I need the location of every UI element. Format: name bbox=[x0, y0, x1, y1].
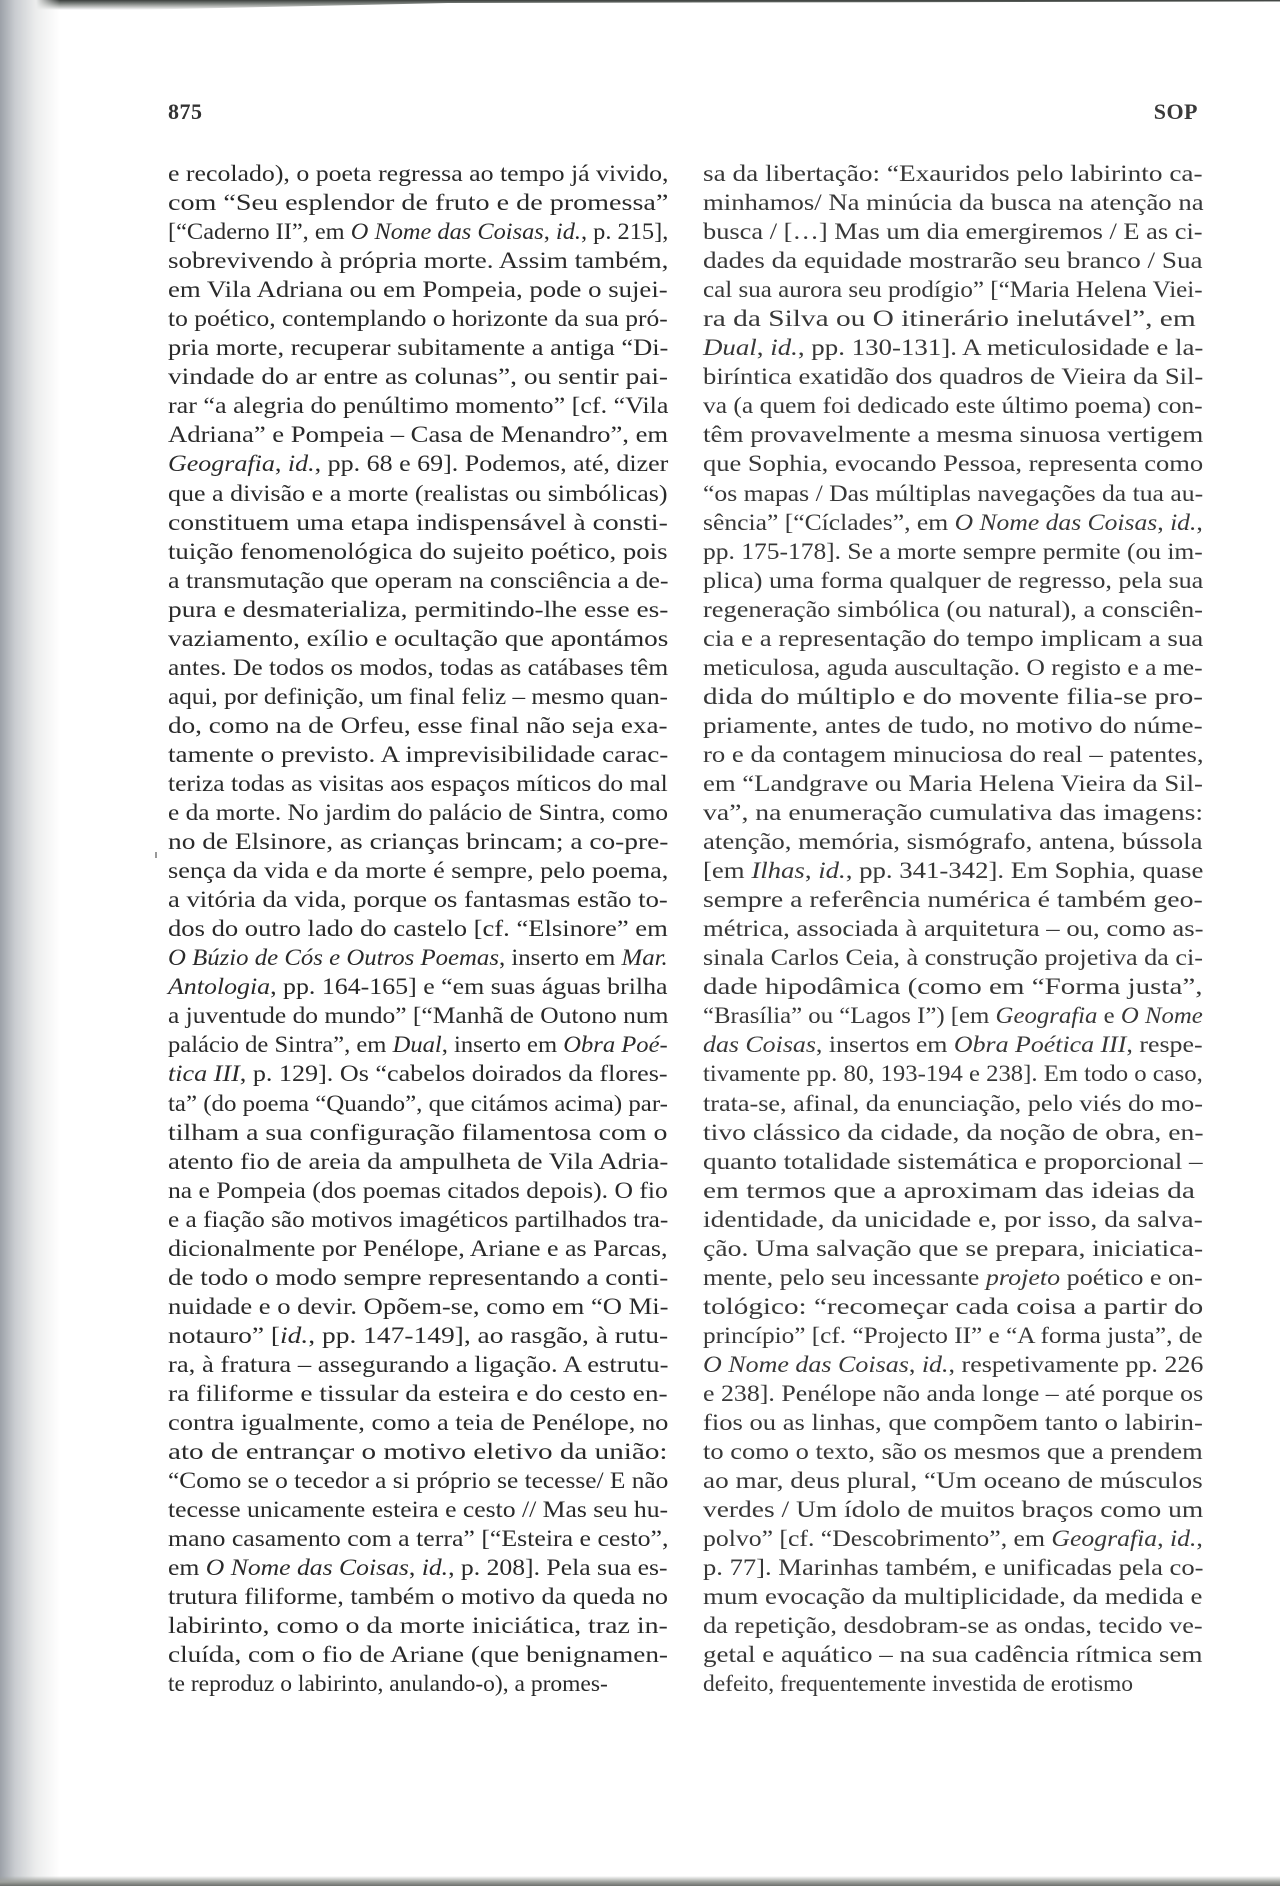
text-line: cal sua aurora seu prodígio” [“Maria Helena Viei- bbox=[703, 277, 1203, 304]
text-line: e recolado), o poeta regressa ao tempo já vivido, bbox=[168, 161, 669, 187]
text-line: tivo clássico da cidade, da noção de obra, en- bbox=[703, 1119, 1204, 1146]
text-line: O Nome das Coisas, id., respetivamente pp. 226 bbox=[703, 1351, 1204, 1378]
text-line: identidade, da unicidade e, por isso, da salva- bbox=[703, 1206, 1203, 1233]
text-line: verdes / Um ídolo de muitos braços como um bbox=[703, 1497, 1204, 1524]
text-line: e a fiação são motivos imagéticos partilhados tra- bbox=[168, 1206, 669, 1233]
text-line: Adriana” e Pompeia – Casa de Menandro”, em bbox=[168, 422, 669, 449]
text-line: têm provavelmente a mesma sinuosa vertigem bbox=[703, 422, 1204, 449]
text-line: ro e da contagem minuciosa do real – patentes, bbox=[703, 741, 1204, 768]
text-line: rar “a alegria do penúltimo momento” [cf. “Vila bbox=[168, 393, 669, 420]
text-line: ção. Uma salvação que se prepara, iniciatica- bbox=[703, 1235, 1204, 1262]
text-line: e 238]. Penélope não anda longe – até porque os bbox=[703, 1380, 1204, 1407]
text-line: tecesse unicamente esteira e cesto // Mas seu hu- bbox=[168, 1497, 669, 1524]
text-line: antes. De todos os modos, todas as catábases têm bbox=[168, 654, 669, 681]
text-line: polvo” [cf. “Descobrimento”, em Geografia, id., bbox=[703, 1526, 1203, 1553]
text-line: princípio” [cf. “Projecto II” e “A forma justa”, de bbox=[703, 1322, 1203, 1349]
text-line: te reproduz o labirinto, anulando-o), a promes- bbox=[168, 1671, 608, 1698]
text-line: constituem uma etapa indispensável à consti- bbox=[168, 509, 668, 536]
text-line: em O Nome das Coisas, id., p. 208]. Pela sua es- bbox=[168, 1555, 668, 1582]
text-line: palácio de Sintra”, em Dual, inserto em Obra Poé- bbox=[168, 1032, 668, 1059]
text-line: a vitória da vida, porque os fantasmas estão to- bbox=[168, 887, 668, 914]
text-line: dos do outro lado do castelo [cf. “Elsinore” em bbox=[168, 916, 668, 943]
running-head-section: SOP bbox=[1153, 99, 1198, 124]
text-line: do, como na de Orfeu, esse final não seja exa- bbox=[168, 712, 668, 739]
text-line: das Coisas, insertos em Obra Poética III, respe- bbox=[703, 1032, 1203, 1059]
scan-gutter-shadow bbox=[0, 0, 60, 1886]
text-line: sinala Carlos Ceia, à construção projetiva da ci- bbox=[703, 945, 1203, 972]
text-line: dades da equidade mostrarão seu branco / Sua bbox=[703, 248, 1203, 275]
text-line: trutura filiforme, também o motivo da queda no bbox=[168, 1584, 669, 1611]
text-line: to poético, contemplando o horizonte da sua pró- bbox=[168, 306, 668, 333]
text-line: “Brasília” ou “Lagos I”) [em Geografia e O Nome bbox=[703, 1003, 1203, 1030]
text-line: trata-se, afinal, da enunciação, pelo viés do mo- bbox=[703, 1090, 1203, 1117]
text-line: com “Seu esplendor de fruto e de promessa” bbox=[168, 190, 669, 217]
text-line: ra da Silva ou O itinerário inelutável”, em bbox=[703, 306, 1196, 333]
scan-top-edge-shadow bbox=[0, 0, 1280, 10]
text-line: ra filiforme e tissular da esteira e do cesto en- bbox=[168, 1380, 668, 1407]
text-line: meticulosa, aguda auscultação. O registo e a me- bbox=[703, 654, 1203, 681]
text-line: sa da libertação: “Exauridos pelo labirinto ca- bbox=[703, 161, 1203, 187]
text-line: sência” [“Cíclades”, em O Nome das Coisas, id., bbox=[703, 509, 1203, 536]
text-line: “os mapas / Das múltiplas navegações da tua au- bbox=[703, 480, 1204, 507]
text-line: na e Pompeia (dos poemas citados depois). O fio bbox=[168, 1177, 668, 1204]
scan-bottom-edge-shadow bbox=[0, 1876, 1280, 1886]
text-line: mum evocação da multiplicidade, da medida e bbox=[703, 1584, 1203, 1611]
text-line: busca / […] Mas um dia emergiremos / E as ci- bbox=[703, 219, 1203, 246]
text-line: va”, na enumeração cumulativa das imagens: bbox=[703, 800, 1204, 827]
text-line: ao mar, deus plural, “Um oceano de músculos bbox=[703, 1468, 1203, 1495]
stray-scan-mark bbox=[155, 852, 157, 858]
text-line: labirinto, como o da morte iniciática, traz in- bbox=[168, 1613, 668, 1640]
text-line: que Sophia, evocando Pessoa, representa como bbox=[703, 451, 1204, 478]
text-line: sença da vida e da morte é sempre, pelo poema, bbox=[168, 858, 669, 885]
text-line: dicionalmente por Penélope, Ariane e as Parcas, bbox=[168, 1235, 668, 1262]
page-number: 875 bbox=[168, 99, 203, 124]
text-line: Dual, id., pp. 130-131]. A meticulosidade e la- bbox=[703, 335, 1204, 362]
text-line: teriza todas as visitas aos espaços míticos do mal bbox=[168, 770, 668, 797]
text-line: [em Ilhas, id., pp. 341-342]. Em Sophia, quase bbox=[703, 858, 1204, 885]
text-line: contra igualmente, como a teia de Penélope, no bbox=[168, 1410, 669, 1437]
text-line: atenção, memória, sismógrafo, antena, bússola bbox=[703, 829, 1203, 856]
text-line: Antologia, pp. 164-165] e “em suas águas brilha bbox=[168, 974, 668, 1001]
left-text-column bbox=[168, 160, 668, 1699]
text-line: pp. 175-178]. Se a morte sempre permite (ou im- bbox=[703, 538, 1203, 565]
text-line: Geografia, id., pp. 68 e 69]. Podemos, até, dizer bbox=[168, 451, 669, 478]
text-line: e da morte. No jardim do palácio de Sintra, como bbox=[168, 800, 669, 827]
text-line: da repetição, desdobram-se as ondas, tecido ve- bbox=[703, 1613, 1203, 1640]
text-line: vindade do ar entre as colunas”, ou sentir pai- bbox=[168, 364, 669, 391]
text-line: aqui, por definição, um final feliz – mesmo quan- bbox=[168, 683, 668, 710]
text-line: mano casamento com a terra” [“Esteira e cesto”, bbox=[168, 1526, 669, 1553]
text-line: p. 77]. Marinhas também, e unificadas pela co- bbox=[703, 1555, 1204, 1582]
text-line: em “Landgrave ou Maria Helena Vieira da Sil- bbox=[703, 770, 1203, 797]
text-line: tamente o previsto. A imprevisibilidade carac- bbox=[168, 741, 669, 768]
text-line: métrica, associada à arquitetura – ou, como as- bbox=[703, 916, 1204, 943]
text-line: no de Elsinore, as crianças brincam; a co-pre- bbox=[168, 829, 669, 856]
text-line: em termos que a aproximam das ideias da bbox=[703, 1177, 1195, 1204]
text-line: de todo o modo sempre representando a conti- bbox=[168, 1264, 669, 1291]
text-line: tológico: “recomeçar cada coisa a partir do bbox=[703, 1293, 1204, 1320]
text-line: vaziamento, exílio e ocultação que apontámos bbox=[168, 625, 669, 652]
text-line: mente, pelo seu incessante projeto poético e on- bbox=[703, 1264, 1203, 1291]
text-line: “Como se o tecedor a si próprio se tecesse/ E não bbox=[168, 1468, 669, 1495]
text-line: priamente, antes de tudo, no motivo do núme- bbox=[703, 712, 1203, 739]
text-line: va (a quem foi dedicado este último poema) con- bbox=[703, 393, 1203, 420]
text-line: tilham a sua configuração filamentosa com o bbox=[168, 1119, 668, 1146]
text-line: ato de entrançar o motivo eletivo da união: bbox=[168, 1439, 668, 1466]
text-line: tivamente pp. 80, 193-194 e 238]. Em todo o caso, bbox=[703, 1061, 1203, 1088]
text-line: nuidade e o devir. Opõem-se, como em “O Mi- bbox=[168, 1293, 669, 1320]
text-line: ta” (do poema “Quando”, que citámos acima) par- bbox=[168, 1090, 668, 1117]
text-line: dade hipodâmica (como em “Forma justa”, bbox=[703, 974, 1203, 1001]
text-line: sobrevivendo à própria morte. Assim também, bbox=[168, 248, 669, 275]
text-line: cluída, com o fio de Ariane (que benignamen- bbox=[168, 1642, 668, 1669]
text-line: pria morte, recuperar subitamente a antiga “Di- bbox=[168, 335, 669, 362]
text-line: que a divisão e a morte (realistas ou simbólicas) bbox=[168, 480, 668, 507]
text-line: em Vila Adriana ou em Pompeia, pode o sujei- bbox=[168, 277, 668, 304]
text-line: fios ou as linhas, que compõem tanto o labirin- bbox=[703, 1410, 1203, 1437]
text-line: minhamos/ Na minúcia da busca na atenção na bbox=[703, 190, 1204, 217]
text-line: a transmutação que operam na consciência a de- bbox=[168, 567, 669, 594]
text-line: cia e a representação do tempo implicam a sua bbox=[703, 625, 1204, 652]
text-line: pura e desmaterializa, permitindo-lhe esse es- bbox=[168, 596, 669, 623]
text-line: quanto totalidade sistemática e proporcional – bbox=[703, 1148, 1203, 1175]
text-line: notauro” [id., pp. 147-149], ao rasgão, à rutu- bbox=[168, 1322, 669, 1349]
text-line: sempre a referência numérica é também geo- bbox=[703, 887, 1203, 914]
text-line: to como o texto, são os mesmos que a prendem bbox=[703, 1439, 1203, 1466]
text-line: [“Caderno II”, em O Nome das Coisas, id., p. 215], bbox=[168, 219, 669, 246]
text-line: regeneração simbólica (ou natural), a consciên- bbox=[703, 596, 1203, 623]
text-line: O Búzio de Cós e Outros Poemas, inserto em Mar. bbox=[168, 945, 668, 972]
text-line: plica) uma forma qualquer de regresso, pela sua bbox=[703, 567, 1204, 594]
text-line: defeito, frequentemente investida de erotismo bbox=[703, 1671, 1134, 1698]
text-line: tuição fenomenológica do sujeito poético, pois bbox=[168, 538, 668, 565]
right-text-column bbox=[703, 160, 1203, 1699]
text-line: biríntica exatidão dos quadros de Vieira da Sil- bbox=[703, 364, 1204, 391]
text-line: a juventude do mundo” [“Manhã de Outono num bbox=[168, 1003, 669, 1030]
text-line: tica III, p. 129]. Os “cabelos doirados da flores- bbox=[168, 1061, 668, 1088]
text-line: atento fio de areia da ampulheta de Vila Adria- bbox=[168, 1148, 669, 1175]
text-line: ra, à fratura – assegurando a ligação. A estrutu- bbox=[168, 1351, 669, 1378]
text-line: dida do múltiplo e do movente filia-se pro- bbox=[703, 683, 1203, 710]
text-line: getal e aquático – na sua cadência rítmica sem bbox=[703, 1642, 1203, 1669]
